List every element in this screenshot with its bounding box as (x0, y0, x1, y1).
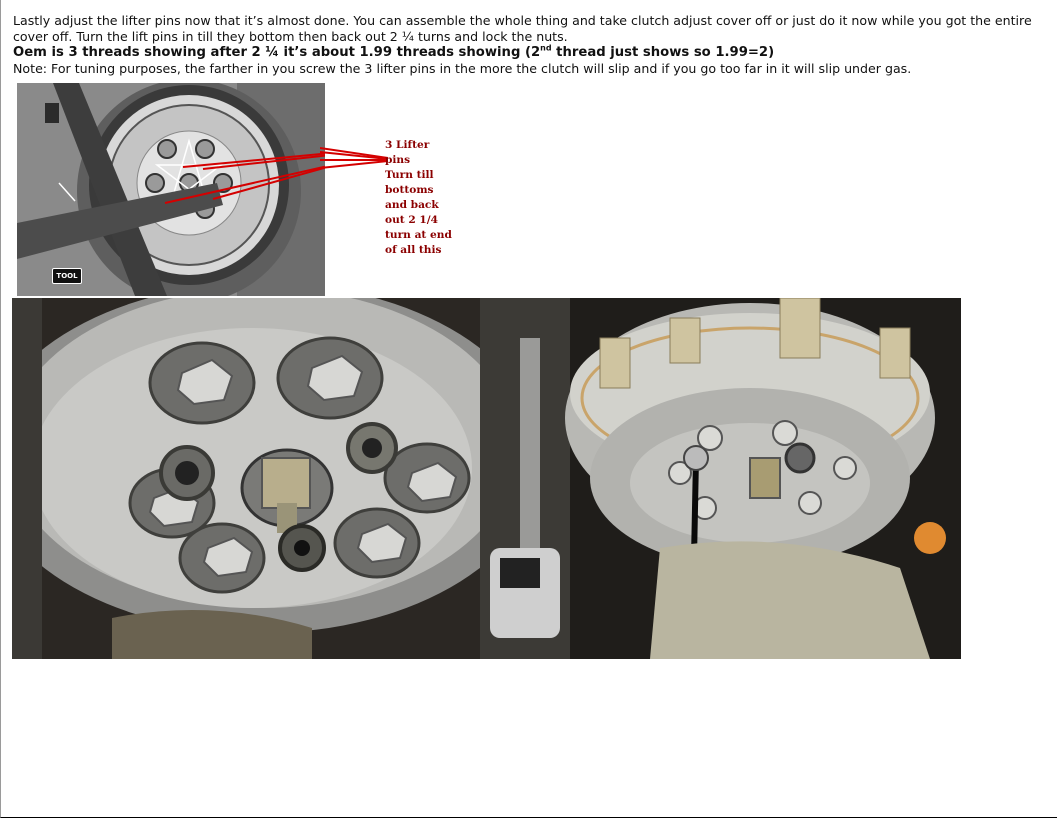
clutch-basket-drawing (480, 298, 961, 659)
oem-spec-suffix: thread just shows so 1.99=2) (551, 45, 775, 60)
oem-spec-sup: nd (540, 43, 552, 53)
annotation-line: 3 Lifter (385, 139, 430, 151)
clutch-diagram-photo (17, 83, 325, 296)
clutch-diagram-drawing (17, 83, 325, 296)
tool-label-badge: TOOL (52, 268, 82, 284)
tuning-note: Note: For tuning purposes, the farther in you screw the 3 lifter pins in the more the clutch will slip and if you go too far in it will slip under gas. (13, 61, 912, 76)
pressure-plate-closeup-drawing (12, 298, 480, 659)
instructions-text (13, 13, 1048, 77)
annotation-line: turn at end (385, 229, 452, 241)
annotation-line: out 2 1/4 (385, 214, 439, 226)
annotation-line: of all this (385, 244, 442, 256)
oem-spec-prefix: Oem is 3 threads showing after 2 ¼ it’s about 1.99 threads showing (2 (13, 45, 541, 60)
oem-spec-line (13, 45, 1048, 61)
annotation-line: and back (385, 199, 439, 211)
instruction-paragraph: Lastly adjust the lifter pins now that it’s almost done. You can assemble the whole thing and take clutch adjust cover off or just do it now while you got the entire cover off. Turn the lift pins in till they bottom then back out 2 ¼ turns and lock the nuts. (13, 13, 1032, 44)
annotation-line: Turn till (385, 169, 434, 181)
clutch-basket-photo (480, 298, 961, 659)
lifter-pins-annotation (385, 138, 455, 258)
annotation-line: bottoms (385, 184, 434, 196)
annotation-line: pins (385, 154, 411, 166)
pressure-plate-closeup-photo (12, 298, 480, 659)
